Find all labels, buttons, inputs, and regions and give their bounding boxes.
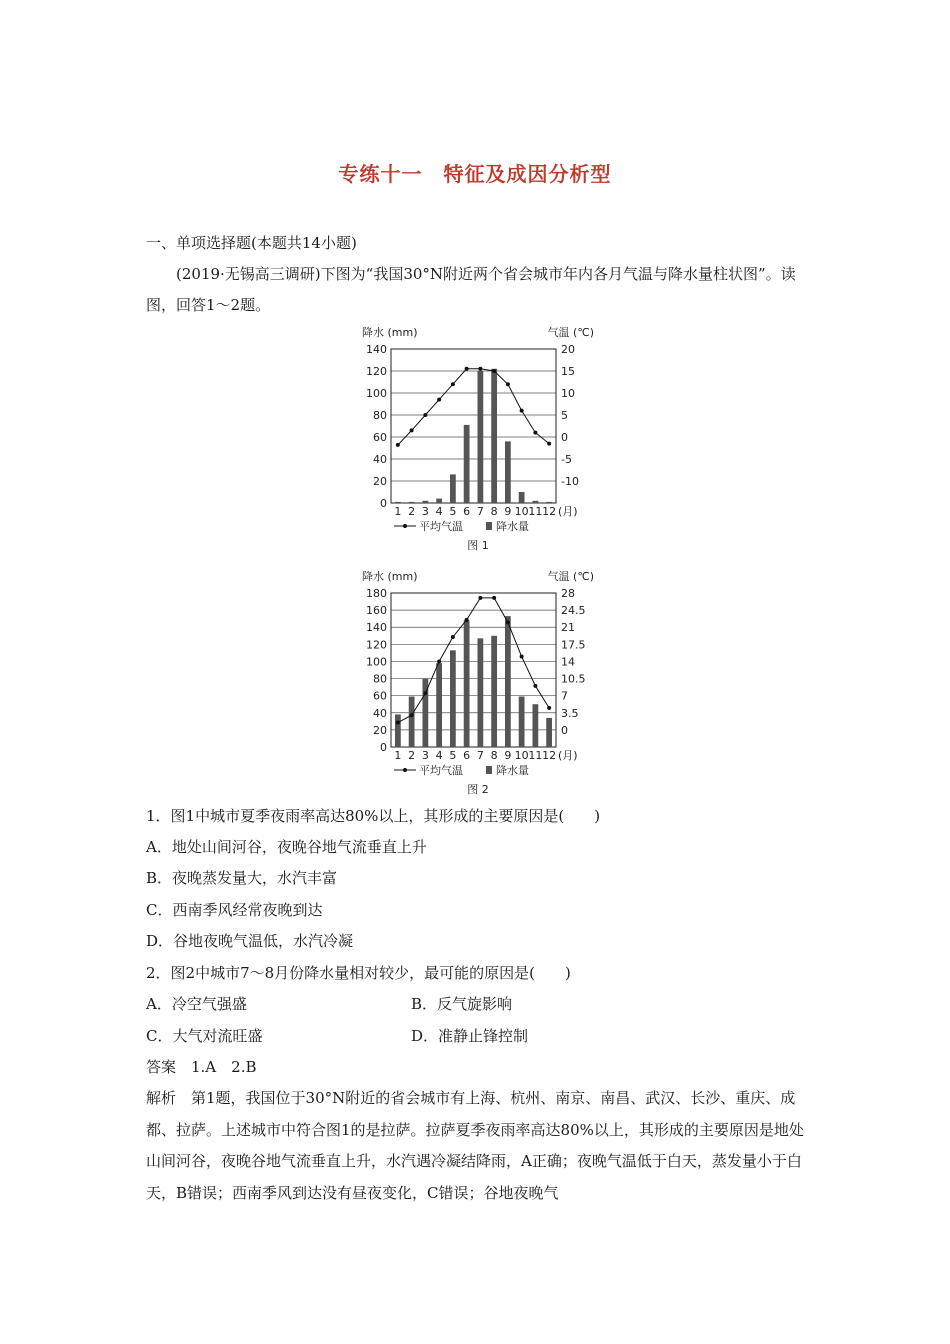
x-tick-label: 1 <box>394 505 402 518</box>
x-tick-label: 3 <box>421 749 429 762</box>
x-tick-label: 4 <box>435 505 443 518</box>
right-tick-label: 14 <box>561 655 575 669</box>
x-tick-label: 11 <box>528 505 543 518</box>
right-tick-label: 7 <box>561 689 568 703</box>
legend-precip-label: 降水量 <box>496 520 529 533</box>
precip-bar <box>491 636 497 747</box>
temp-point <box>437 659 441 663</box>
section-heading: 一、单项选择题(本题共14小题) <box>146 234 357 252</box>
intro-text: (2019·无锡高三调研)下图为“我国30°N附近两个省会城市年内各月气温与降水量柱状图”。读图，回答1～2题。 <box>146 265 796 314</box>
chart-figure-1 <box>358 323 598 555</box>
right-axis-label: 气温 (℃) <box>547 326 594 339</box>
left-tick-label: 100 <box>366 387 387 400</box>
temp-line <box>398 598 549 723</box>
question-2-stem: 2．图2中城市7～8月份降水量相对较少，最可能的原因是( ) <box>146 964 571 982</box>
temp-point <box>410 713 414 717</box>
precip-bar <box>409 697 415 747</box>
left-tick-label: 180 <box>366 587 387 600</box>
temp-point <box>423 691 427 695</box>
x-tick-label: 2 <box>408 505 416 518</box>
legend-temp-label: 平均气温 <box>419 520 463 533</box>
plot-frame <box>391 593 556 747</box>
right-tick-label: 0 <box>561 431 568 444</box>
legend-bar-swatch <box>486 522 492 530</box>
temp-point <box>437 398 441 402</box>
left-tick-label: 140 <box>366 621 387 635</box>
temp-point <box>492 596 496 600</box>
precip-bar <box>519 697 525 747</box>
left-tick-label: 120 <box>366 365 387 378</box>
x-tick-label: 1 <box>394 749 402 762</box>
right-axis-label: 气温 (℃) <box>547 570 594 583</box>
x-tick-label: 5 <box>449 505 457 518</box>
x-tick-label: 3 <box>421 505 429 518</box>
question-1-option-c[interactable]: C．西南季风经常夜晚到达 <box>146 901 323 919</box>
x-tick-label: 9 <box>504 749 512 762</box>
x-tick-label: 7 <box>476 749 484 762</box>
x-tick-label: 10 <box>514 505 529 518</box>
legend-line-dot <box>403 768 407 772</box>
x-tick-label: 8 <box>490 749 498 762</box>
temp-line <box>398 369 549 445</box>
question-2-option-d[interactable]: D．准静止锋控制 <box>411 1027 529 1045</box>
right-tick-label: 5 <box>561 409 568 422</box>
x-tick-label: 12 <box>542 749 557 762</box>
precip-bar <box>464 620 470 747</box>
right-tick-label: 17.5 <box>561 638 586 652</box>
precip-bar <box>491 369 497 503</box>
right-tick-label: 15 <box>561 365 575 378</box>
temp-point <box>547 442 551 446</box>
precip-bar <box>505 441 511 503</box>
page-title: 专练十一 特征及成因分析型 <box>338 162 612 186</box>
figure-2 <box>358 567 598 799</box>
precip-bar <box>450 650 456 747</box>
right-tick-label: 10 <box>561 387 575 400</box>
figure-caption: 图 1 <box>467 539 489 552</box>
temp-point <box>465 367 469 371</box>
question-2-option-a[interactable]: A．冷空气强盛 <box>146 995 247 1013</box>
left-tick-label: 160 <box>366 604 387 618</box>
precip-bar <box>409 502 415 503</box>
x-tick-label: 8 <box>490 505 498 518</box>
precip-bar <box>477 371 483 503</box>
left-tick-label: 120 <box>366 638 387 652</box>
left-tick-label: 20 <box>373 723 387 737</box>
precip-bar <box>436 499 442 503</box>
temp-point <box>451 382 455 386</box>
precip-bar <box>464 425 470 503</box>
x-tick-label: 6 <box>463 749 471 762</box>
x-tick-label: 9 <box>504 505 512 518</box>
question-1-option-a[interactable]: A．地处山间河谷，夜晚谷地气流垂直上升 <box>146 838 427 856</box>
x-tick-label: 5 <box>449 749 457 762</box>
temp-point <box>465 618 469 622</box>
left-tick-label: 80 <box>373 409 387 422</box>
x-tick-label: 4 <box>435 749 443 762</box>
right-tick-label: 24.5 <box>561 604 586 618</box>
precip-bar <box>450 474 456 503</box>
left-tick-label: 80 <box>373 672 387 686</box>
precip-bar <box>505 616 511 747</box>
temp-point <box>478 367 482 371</box>
x-tick-label: 12 <box>542 505 557 518</box>
chart-figure-2 <box>358 567 598 799</box>
precip-bar <box>422 501 428 503</box>
x-tick-label: 6 <box>463 505 471 518</box>
precip-bar <box>532 704 538 747</box>
temp-point <box>423 413 427 417</box>
legend-precip-label: 降水量 <box>496 764 529 777</box>
right-tick-label: 3.5 <box>561 706 579 720</box>
question-1-option-b[interactable]: B．夜晚蒸发量大，水汽丰富 <box>146 869 338 887</box>
question-2-options-row-2 <box>146 1021 818 1052</box>
x-tick-label: 7 <box>476 505 484 518</box>
left-tick-label: 140 <box>366 343 387 356</box>
right-tick-label: -10 <box>561 475 579 488</box>
left-tick-label: 40 <box>373 706 387 720</box>
legend-temp-label: 平均气温 <box>419 764 463 777</box>
right-tick-label: 0 <box>561 723 568 737</box>
x-tick-label: 11 <box>528 749 543 762</box>
left-axis-label: 降水 (mm) <box>362 570 418 583</box>
right-tick-label: 21 <box>561 621 575 635</box>
temp-point <box>396 721 400 725</box>
question-1-option-d[interactable]: D．谷地夜晚气温低，水汽冷凝 <box>146 932 354 950</box>
precip-bar <box>546 502 552 503</box>
left-tick-label: 40 <box>373 453 387 466</box>
question-1-stem: 1．图1中城市夏季夜雨率高达80%以上，其形成的主要原因是( ) <box>146 807 601 825</box>
temp-point <box>410 428 414 432</box>
x-unit-label: (月) <box>558 505 578 518</box>
question-2-option-b[interactable]: B．反气旋影响 <box>411 995 513 1013</box>
precip-bar <box>519 492 525 503</box>
right-tick-label: -5 <box>561 453 572 466</box>
temp-point <box>520 409 524 413</box>
temp-point <box>396 443 400 447</box>
temp-point <box>451 635 455 639</box>
left-tick-label: 60 <box>373 431 387 444</box>
temp-point <box>478 596 482 600</box>
temp-point <box>506 620 510 624</box>
temp-point <box>533 684 537 688</box>
left-tick-label: 60 <box>373 689 387 703</box>
figure-caption: 图 2 <box>467 783 489 796</box>
figure-1 <box>358 323 598 555</box>
question-2-option-c[interactable]: C．大气对流旺盛 <box>146 1027 263 1045</box>
right-tick-label: 10.5 <box>561 672 586 686</box>
right-tick-label: 20 <box>561 343 575 356</box>
analysis-text: 解析 第1题，我国位于30°N附近的省会城市有上海、杭州、南京、南昌、武汉、长沙、重庆、成都、拉萨。上述城市中符合图1的是拉萨。拉萨夏季夜雨率高达80%以上，其形成的主要原因是地处山间河谷，夜晚谷地气流垂直上升，水汽遇冷凝结降雨，A正确；夜晚气温低于白天，蒸发量小于白天，B错误；西南季风到达没有昼夜变化，C错误；谷地夜晚气 <box>146 1089 804 1202</box>
precip-bar <box>546 718 552 747</box>
precip-bar <box>395 502 401 503</box>
question-2-options-row-1 <box>146 989 818 1020</box>
precip-bar <box>477 638 483 747</box>
left-axis-label: 降水 (mm) <box>362 326 418 339</box>
legend-bar-swatch <box>486 766 492 774</box>
precip-bar <box>436 663 442 747</box>
temp-point <box>506 382 510 386</box>
precip-bar <box>395 714 401 747</box>
left-tick-label: 0 <box>380 741 387 754</box>
x-tick-label: 10 <box>514 749 529 762</box>
precip-bar <box>532 501 538 503</box>
temp-point <box>547 706 551 710</box>
answer-line: 答案 1.A 2.B <box>146 1058 257 1076</box>
left-tick-label: 100 <box>366 655 387 669</box>
temp-point <box>520 655 524 659</box>
x-tick-label: 2 <box>408 749 416 762</box>
left-tick-label: 0 <box>380 497 387 510</box>
left-tick-label: 20 <box>373 475 387 488</box>
x-unit-label: (月) <box>558 749 578 762</box>
temp-point <box>492 369 496 373</box>
legend-line-dot <box>403 524 407 528</box>
temp-point <box>533 431 537 435</box>
right-tick-label: 28 <box>561 587 575 600</box>
